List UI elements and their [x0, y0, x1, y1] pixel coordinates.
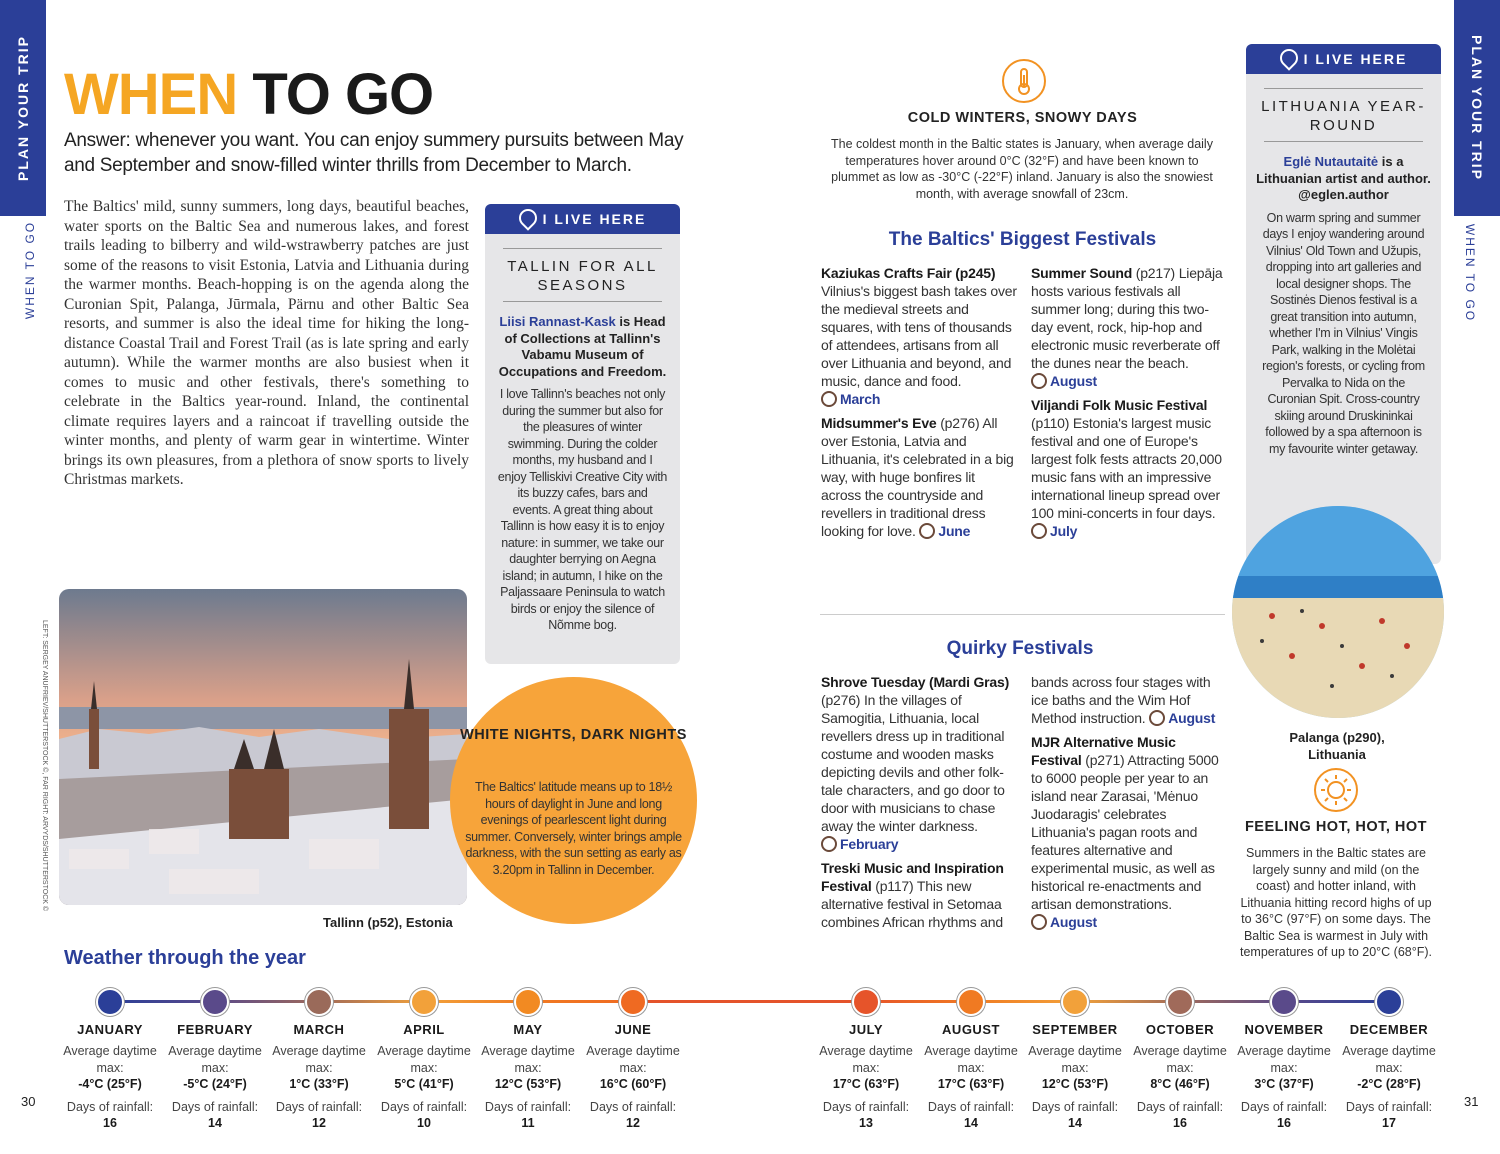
weather-month — [478, 988, 578, 1132]
rain-label: Days of rainfall: — [589, 1099, 677, 1114]
avg-label: Average daytime max: — [586, 1044, 680, 1075]
rain-label: Days of rainfall: — [171, 1099, 259, 1114]
festival-entry: Summer Sound (p217) Liepāja hosts various festivals all summer long; during this two-day event, rock, hip-hop and electronic music reverberate off the dunes near the beach. August — [1031, 265, 1223, 389]
festival-entry-continued: bands across four stages with ice baths and the Wim Hof Method instruction. August — [1031, 674, 1216, 726]
month-name: JUNE — [614, 1022, 652, 1037]
photo-credit: LEFT: SERGEY ANUFRIEV/SHUTTERSTOCK ©, FAR RIGHT: ARVYDS/SHUTTERSTOCK © — [41, 620, 48, 912]
rain-label: Days of rainfall: — [1136, 1099, 1224, 1114]
weather-month — [1339, 988, 1439, 1132]
right-side-subtitle: WHEN TO GO — [1463, 223, 1477, 323]
weather-title: Weather through the year — [64, 947, 306, 969]
lithuania-live-here-box — [1246, 44, 1441, 564]
tallinn-photo-caption: Tallinn (p52), Estonia — [323, 915, 453, 930]
section-divider — [820, 614, 1225, 615]
weather-month — [269, 988, 369, 1132]
month-name: APRIL — [403, 1022, 445, 1037]
avg-temp: -4°C (25°F) — [78, 1077, 142, 1091]
avg-temp: 17°C (63°F) — [832, 1077, 900, 1091]
biggest-festivals-col1 — [821, 264, 1017, 546]
rain-days: 13 — [859, 1116, 873, 1130]
summer-icon — [1031, 373, 1047, 389]
festival-entry: Treski Music and Inspiration Festival (p117) This new alternative festival in Setomaa combines African rhythms and — [821, 860, 1004, 930]
tallinn-box-title: TALLIN FOR ALL SEASONS — [507, 258, 658, 294]
quirky-festivals-heading: Quirky Festivals — [946, 638, 1094, 659]
lithuania-box-quote: On warm spring and summer days I enjoy wandering around Vilnius' Old Town and Užupis, dropping into art galleries and local designer shops. The Sostinės Dienos festival is a great transition into autumn, whether I'm in Vilnius' Vingis Park, walking in the Molėtai region's forests, or cycling from Pervalka to Nida on the Curonian Spit. Cross-country skiing around Druskininkai followed by a spa afternoon is my favourite winter getaway. — [1262, 210, 1425, 456]
left-side-subtitle: WHEN TO GO — [23, 220, 37, 320]
avg-temp: 5°C (41°F) — [394, 1077, 454, 1091]
rain-days: 16 — [103, 1116, 117, 1130]
rain-days: 17 — [1382, 1116, 1396, 1130]
avg-temp: 12°C (53°F) — [494, 1077, 562, 1091]
summer-icon — [1031, 523, 1047, 539]
rain-label: Days of rainfall: — [66, 1099, 154, 1114]
avg-label: Average daytime max: — [924, 1044, 1018, 1075]
rain-label: Days of rainfall: — [1345, 1099, 1433, 1114]
rain-label: Days of rainfall: — [380, 1099, 468, 1114]
lithuania-box-title: LITHUANIA YEAR-ROUND — [1261, 98, 1426, 134]
location-pin-icon — [1276, 45, 1301, 70]
thermometer-icon — [1002, 59, 1046, 103]
rain-days: 16 — [1173, 1116, 1187, 1130]
weather-month — [1130, 988, 1230, 1132]
rain-label: Days of rainfall: — [822, 1099, 910, 1114]
quirky-festivals-col1 — [821, 673, 1017, 937]
rain-label: Days of rainfall: — [275, 1099, 363, 1114]
avg-temp: -5°C (24°F) — [183, 1077, 247, 1091]
tallinn-box-quote: I love Tallinn's beaches not only during the summer but also for the pleasures of winter swimming. During the colder months, my husband and I enjoy Telliskivi Creative City with its buzzy cafes, bars and events. A great thing about Tallinn is how easy it is to enjoy nature: in summer, we take our daughter berrying on Aegna island; in autumn, I hike on the Paljassaare Peninsula to watch birds or enjoy the silence of Nõmme bog. — [497, 387, 668, 632]
right-side-tab — [1454, 0, 1500, 216]
intro-text: Answer: whenever you want. You can enjoy summery pursuits between May and September and snow-filled winter thrills from December to March. — [64, 130, 684, 176]
white-nights-circle — [450, 677, 697, 924]
snow-icon — [1375, 988, 1403, 1016]
rain-label: Days of rainfall: — [1031, 1099, 1119, 1114]
avg-label: Average daytime max: — [168, 1044, 262, 1075]
rain-days: 16 — [1277, 1116, 1291, 1130]
biggest-festivals-col2 — [1031, 264, 1223, 546]
festival-entry: Kaziukas Crafts Fair (p245) Vilnius's biggest bash takes over the medieval streets and squares, with tens of thousands of attendees, artisans from all over Lithuania and beyond, and music, dance and food. March — [821, 265, 1017, 407]
tallinn-live-here-box — [485, 204, 680, 664]
palanga-beach-photo — [1232, 506, 1444, 718]
page-number-right: 31 — [1464, 1094, 1479, 1109]
month-name: JULY — [848, 1022, 884, 1037]
month-name: AUGUST — [942, 1022, 1000, 1037]
avg-temp: 17°C (63°F) — [937, 1077, 1005, 1091]
cloud-sun-icon — [410, 988, 438, 1016]
sun-icon — [852, 988, 880, 1016]
tallinn-box-header: I LIVE HERE — [485, 204, 680, 234]
avg-label: Average daytime max: — [377, 1044, 471, 1075]
avg-label: Average daytime max: — [819, 1044, 913, 1075]
right-side-tab-label: PLAN YOUR TRIP — [1469, 35, 1485, 181]
sun-icon — [619, 988, 647, 1016]
snow-icon — [96, 988, 124, 1016]
sun-icon — [1314, 768, 1358, 812]
summer-icon — [919, 523, 935, 539]
avg-label: Average daytime max: — [1237, 1044, 1331, 1075]
summer-icon — [1031, 914, 1047, 930]
left-side-tab — [0, 0, 46, 216]
weather-month — [816, 988, 916, 1132]
sun-icon — [957, 988, 985, 1016]
avg-label: Average daytime max: — [272, 1044, 366, 1075]
rain-days: 14 — [208, 1116, 222, 1130]
beach-photo-caption: Palanga (p290), Lithuania — [1289, 730, 1385, 762]
avg-label: Average daytime max: — [63, 1044, 157, 1075]
month-name: SEPTEMBER — [1032, 1022, 1118, 1037]
rain-label: Days of rainfall: — [1240, 1099, 1328, 1114]
lithuania-box-header: I LIVE HERE — [1246, 44, 1441, 74]
left-side-tab-label: PLAN YOUR TRIP — [15, 35, 31, 181]
cloud-sun-icon — [305, 988, 333, 1016]
avg-temp: 16°C (60°F) — [599, 1077, 667, 1091]
lithuania-box-author: Eglė Nutautaitė is a Lithuanian artist and author. @eglen.author — [1256, 154, 1431, 202]
avg-label: Average daytime max: — [481, 1044, 575, 1075]
tallinn-photo — [59, 589, 467, 905]
cold-winters-title: COLD WINTERS, SNOWY DAYS — [907, 110, 1138, 126]
cloud-sun-icon — [1166, 988, 1194, 1016]
rain-days: 10 — [417, 1116, 431, 1130]
rain-days: 14 — [964, 1116, 978, 1130]
rain-days: 12 — [312, 1116, 326, 1130]
title-when: WHEN — [64, 62, 238, 127]
weather-month — [921, 988, 1021, 1132]
feeling-hot-title: FEELING HOT, HOT, HOT — [1244, 819, 1428, 835]
page-number-left: 30 — [21, 1094, 36, 1109]
page-title — [64, 60, 433, 130]
avg-temp: 12°C (53°F) — [1041, 1077, 1109, 1091]
month-name: FEBRUARY — [177, 1022, 253, 1037]
avg-label: Average daytime max: — [1342, 1044, 1436, 1075]
biggest-festivals-heading: The Baltics' Biggest Festivals — [888, 229, 1157, 250]
month-name: JANUARY — [77, 1022, 143, 1037]
location-pin-icon — [515, 205, 540, 230]
weather-month — [1025, 988, 1125, 1132]
month-name: OCTOBER — [1145, 1022, 1215, 1037]
festival-entry: Midsummer's Eve (p276) All over Estonia, Latvia and Lithuania, it's celebrated in a big way, with huge bonfires lit across the countryside and revellers in traditional dress looking for love. June — [821, 415, 1014, 539]
weather-month — [165, 988, 265, 1132]
summer-icon — [1149, 710, 1165, 726]
weather-month — [374, 988, 474, 1132]
month-name: MARCH — [293, 1022, 345, 1037]
festival-entry: Viljandi Folk Music Festival (p110) Estonia's largest music festival and one of Europe's largest folk fests attracts 20,000 music fans with an impressive international lineup spread over 100 mini-concerts in four days. July — [1031, 397, 1222, 539]
month-name: NOVEMBER — [1244, 1022, 1324, 1037]
avg-temp: 8°C (46°F) — [1150, 1077, 1210, 1091]
title-rest: TO GO — [252, 62, 434, 127]
weather-month — [1234, 988, 1334, 1132]
avg-temp: -2°C (28°F) — [1357, 1077, 1421, 1091]
weather-month — [60, 988, 160, 1132]
rain-cloud-icon — [1270, 988, 1298, 1016]
tallinn-box-author: Liisi Rannast-Kask is Head of Collections at Tallinn's Vabamu Museum of Occupations and Freedom. — [498, 314, 667, 379]
festival-entry: MJR Alternative Music Festival (p271) Attracting 5000 to 6000 people per year to an island near Zarasai, 'Mėnuo Juodaragis' celebrates Lithuania's pagan roots and features alternative and experimental music, as well as historical re-enactments and artisan demonstrations. August — [1031, 734, 1219, 930]
body-text: The Baltics' mild, sunny summers, long days, beautiful beaches, water sports on the Baltic Sea and numerous lakes, and forest trails leading to bilberry and wild-wstrawberry patches are just some of the reasons to visit Estonia, Latvia and Lithuania during the warmer months. Beach-hopping is on the agenda along the Curonian Spit, Palanga, Jūrmala, Pärnu and other Baltic Sea resorts, and summer is also the ideal time for hiking the long-distance Coastal Trail and Forest Trail (as is late spring and early autumn). While the warmer months are also busiest when it comes to music and other festivals, there's something to celebrate in the Baltics year-round. Inland, the continental climate requires layers and a raincoat if travelling outside the winter months, and plenty of warm gear in wintertime. Winter brings its own pleasures, from a plethora of snow sports to lively Christmas markets. — [64, 198, 469, 488]
rain-days: 11 — [521, 1116, 535, 1130]
quirky-festivals-col2 — [1031, 673, 1225, 937]
rain-label: Days of rainfall: — [484, 1099, 572, 1114]
rain-days: 14 — [1068, 1116, 1082, 1130]
white-nights-text: The Baltics' latitude means up to 18½ hours of daylight in June and long evenings of pearlescent light during summer. Conversely, winter brings ample darkness, with the sun setting as early as 3.20pm in Tallinn in December. — [465, 780, 682, 877]
avg-temp: 1°C (33°F) — [289, 1077, 349, 1091]
weather-month — [583, 988, 683, 1132]
avg-label: Average daytime max: — [1133, 1044, 1227, 1075]
month-name: DECEMBER — [1349, 1022, 1429, 1037]
cold-winters-text: The coldest month in the Baltic states is January, when average daily temperatures hover around 0°C (32°F) and have been known to plummet as low as -30°C (-22°F) inland. January is also the snowiest month, with average snowfall of 23cm. — [831, 137, 1213, 201]
avg-temp: 3°C (37°F) — [1254, 1077, 1314, 1091]
white-nights-title: WHITE NIGHTS, DARK NIGHTS — [460, 727, 687, 743]
rain-label: Days of rainfall: — [927, 1099, 1015, 1114]
rain-cloud-icon — [201, 988, 229, 1016]
festival-entry: Shrove Tuesday (Mardi Gras) (p276) In the villages of Samogitia, Lithuania, local revellers dress up in traditional costume and wooden masks depicting devils and other folk-tale characters, and go door to door with musicians to chase away the winter darkness. February — [821, 674, 1010, 852]
rain-days: 12 — [626, 1116, 640, 1130]
feeling-hot-text: Summers in the Baltic states are largely sunny and mild (on the coast) and hotter inland, with Lithuania hitting record highs of up to 36°C (97°F) on some days. The Baltic Sea is warmest in July with temperatures of up to 20°C (68°F). — [1239, 846, 1433, 959]
avg-label: Average daytime max: — [1028, 1044, 1122, 1075]
sun-icon — [514, 988, 542, 1016]
winter-icon — [821, 836, 837, 852]
month-name: MAY — [513, 1022, 543, 1037]
cloud-sun-icon — [1061, 988, 1089, 1016]
spring-icon — [821, 391, 837, 407]
